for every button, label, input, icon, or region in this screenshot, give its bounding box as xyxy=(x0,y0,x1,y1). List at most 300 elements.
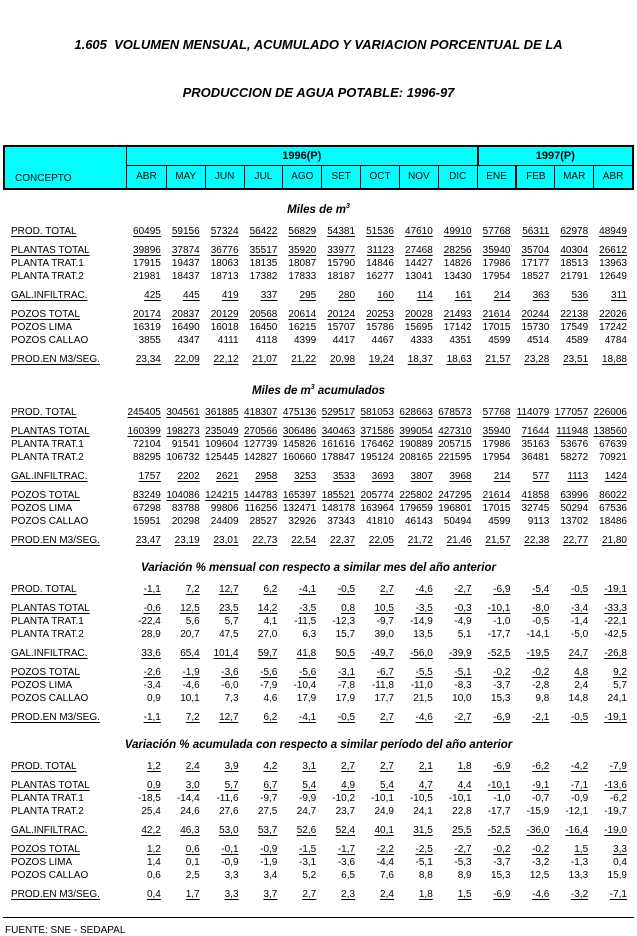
cell-FEB-10: 114079 xyxy=(516,406,550,418)
cell-JUL-3: 2958 xyxy=(255,470,278,482)
section-2 xyxy=(3,562,634,724)
cell-DIC-8: 22,8 xyxy=(452,805,472,817)
cell-JUN-2: -3,6 xyxy=(221,666,239,678)
cell-DIC-8: 13430 xyxy=(443,270,472,282)
row-label: POZOS CALLAO xyxy=(11,869,89,881)
cell-JUL-3: 270566 xyxy=(244,425,278,437)
table-row xyxy=(3,843,634,856)
cell-ABR-0: 160399 xyxy=(127,425,161,437)
cell-MAY-1: 22,09 xyxy=(174,353,200,365)
row-label: PLANTA TRAT.2 xyxy=(11,270,84,282)
cell-OCT-6: 4467 xyxy=(371,334,394,346)
cell-OCT-6: -9,7 xyxy=(376,615,394,627)
cell-NOV-7: 18,37 xyxy=(407,353,433,365)
cell-JUN-2: 235049 xyxy=(205,425,239,437)
cell-FEB-10: -9,1 xyxy=(532,779,550,791)
cell-ABR-0: -1,1 xyxy=(143,711,161,723)
cell-ABR-12: -42,5 xyxy=(604,628,627,640)
table-row xyxy=(3,534,634,547)
cell-ABR-0: 23,47 xyxy=(135,534,161,546)
cell-JUN-2: 57324 xyxy=(210,225,239,237)
cell-ABR-0: 17915 xyxy=(133,257,161,269)
month-header-0: ABR xyxy=(136,171,157,182)
cell-MAY-1: 46,3 xyxy=(180,824,200,836)
cell-MAR-11: 53676 xyxy=(560,438,589,450)
cell-FEB-10: 22,38 xyxy=(524,534,550,546)
cell-ENE-9: 21614 xyxy=(482,308,511,320)
cell-ENE-9: 21,57 xyxy=(485,534,511,546)
cell-ABR-12: 17242 xyxy=(599,321,627,333)
cell-MAR-11: -0,5 xyxy=(570,583,589,595)
cell-OCT-6: -10,1 xyxy=(371,792,394,804)
cell-ABR-0: -3,4 xyxy=(143,679,161,691)
cell-ABR-12: -26,8 xyxy=(604,647,627,659)
cell-DIC-8: 25,5 xyxy=(452,824,472,836)
cell-SET-5: 161616 xyxy=(321,438,356,450)
cell-DIC-8: -39,9 xyxy=(448,647,472,659)
cell-ENE-9: -0,2 xyxy=(493,843,511,855)
cell-MAR-11: -4,2 xyxy=(570,760,589,772)
cell-ABR-12: -19,7 xyxy=(604,805,627,817)
cell-AGO-4: -9,9 xyxy=(298,792,317,804)
table-row xyxy=(3,225,634,238)
cell-AGO-4: 4399 xyxy=(293,334,317,346)
cell-DIC-8: 49910 xyxy=(443,225,472,237)
cell-NOV-7: -2,5 xyxy=(415,843,433,855)
cell-DIC-8: 14826 xyxy=(443,257,472,269)
cell-DIC-8: -2,7 xyxy=(454,583,472,595)
cell-DIC-8: 21,46 xyxy=(446,534,472,546)
cell-MAR-11: 1,5 xyxy=(574,843,589,855)
cell-NOV-7: 13,5 xyxy=(413,628,433,640)
cell-ENE-9: -6,9 xyxy=(493,888,511,900)
cell-JUL-3: 6,7 xyxy=(263,779,278,791)
cell-DIC-8: -5,1 xyxy=(454,666,472,678)
cell-JUL-3: 20568 xyxy=(249,308,278,320)
cell-ENE-9: -17,7 xyxy=(487,628,511,640)
cell-MAY-1: 19437 xyxy=(171,257,200,269)
section-title: Miles de $m^3$ xyxy=(287,203,350,216)
cell-JUN-2: 99806 xyxy=(210,502,239,514)
cell-JUL-3: 127739 xyxy=(244,438,278,450)
cell-ABR-0: 88295 xyxy=(133,451,161,463)
row-label: POZOS TOTAL xyxy=(11,489,80,501)
cell-JUL-3: -5,6 xyxy=(260,666,278,678)
cell-JUN-2: 23,5 xyxy=(219,602,239,614)
cell-JUN-2: 5,7 xyxy=(224,615,239,627)
table-row xyxy=(3,628,634,641)
cell-JUN-2: 5,7 xyxy=(224,779,239,791)
cell-JUL-3: 3,4 xyxy=(263,869,278,881)
cell-MAR-11: 13702 xyxy=(560,515,589,527)
cell-SET-5: 33977 xyxy=(327,244,356,256)
cell-JUN-2: 3,3 xyxy=(224,888,239,900)
cell-ENE-9: -0,2 xyxy=(493,666,511,678)
row-label: POZOS TOTAL xyxy=(11,308,80,320)
cell-FEB-10: 56311 xyxy=(522,225,550,237)
year-group-1997-header: 1997(P) xyxy=(477,147,632,166)
cell-OCT-6: 2,4 xyxy=(380,888,394,900)
cell-FEB-10: -6,2 xyxy=(532,760,550,772)
footer-rule xyxy=(3,917,634,918)
cell-FEB-10: -0,5 xyxy=(532,615,550,627)
cell-SET-5: -12,3 xyxy=(332,615,356,627)
cell-MAR-11: -16,4 xyxy=(565,824,589,836)
section-title: Variación % acumulada con respecto a similar período del año anterior xyxy=(124,738,513,751)
cell-DIC-8: 5,1 xyxy=(457,628,472,640)
cell-ABR-0: -18,5 xyxy=(138,792,161,804)
cell-JUL-3: 21,07 xyxy=(252,353,278,365)
table-row xyxy=(3,679,634,692)
cell-FEB-10: 4514 xyxy=(527,334,550,346)
cell-MAY-1: -14,4 xyxy=(176,792,200,804)
cell-AGO-4: 3,1 xyxy=(302,760,317,772)
cell-MAR-11: 40304 xyxy=(560,244,589,256)
cell-SET-5: 18187 xyxy=(327,270,356,282)
cell-OCT-6: 19,24 xyxy=(368,353,394,365)
table-row xyxy=(3,289,634,302)
cell-AGO-4: 17,9 xyxy=(296,692,317,704)
cell-ABR-12: 86022 xyxy=(599,489,627,501)
cell-DIC-8: -10,1 xyxy=(448,792,472,804)
cell-JUN-2: 419 xyxy=(221,289,239,301)
cell-ABR-12: 67639 xyxy=(599,438,627,450)
cell-ABR-0: 245405 xyxy=(127,406,161,418)
cell-ABR-0: -0,6 xyxy=(143,602,161,614)
cell-FEB-10: -4,6 xyxy=(532,888,550,900)
cell-FEB-10: 35163 xyxy=(521,438,550,450)
table-row xyxy=(3,888,634,901)
row-label: POZOS TOTAL xyxy=(11,843,80,855)
cell-JUL-3: -1,9 xyxy=(260,856,278,868)
row-label: POZOS LIMA xyxy=(11,856,73,868)
month-header-6: OCT xyxy=(360,166,399,188)
cell-MAR-11: 22138 xyxy=(560,308,589,320)
month-header-7: NOV xyxy=(399,166,438,188)
row-label: PLANTA TRAT.1 xyxy=(11,438,84,450)
cell-ENE-9: 17986 xyxy=(482,438,511,450)
cell-NOV-7: 225802 xyxy=(399,489,433,501)
cell-MAY-1: 20298 xyxy=(171,515,200,527)
row-label: PLANTA TRAT.2 xyxy=(11,451,84,463)
cell-ABR-0: 0,9 xyxy=(146,779,161,791)
cell-ABR-12: 226006 xyxy=(593,406,627,418)
cell-MAR-11: -3,4 xyxy=(570,602,589,614)
cell-ENE-9: 4599 xyxy=(488,334,511,346)
cell-MAY-1: 20837 xyxy=(171,308,200,320)
cell-JUN-2: 18713 xyxy=(210,270,239,282)
table-row xyxy=(3,270,634,283)
cell-ABR-12: 5,7 xyxy=(613,679,627,691)
cell-JUN-2: -0,9 xyxy=(221,856,239,868)
cell-ABR-0: -22,4 xyxy=(138,615,161,627)
cell-SET-5: 2,3 xyxy=(341,888,356,900)
cell-MAY-1: 24,6 xyxy=(180,805,200,817)
cell-MAR-11: -7,1 xyxy=(570,779,589,791)
cell-OCT-6: -49,7 xyxy=(371,647,394,659)
cell-NOV-7: -14,9 xyxy=(409,615,433,627)
cell-AGO-4: -1,5 xyxy=(298,843,317,855)
section-3 xyxy=(3,739,634,901)
cell-ENE-9: -3,7 xyxy=(493,679,511,691)
cell-OCT-6: 39,0 xyxy=(374,628,394,640)
cell-ABR-0: 60495 xyxy=(133,225,161,237)
month-header-2: JUN xyxy=(205,166,244,188)
cell-JUL-3: 16450 xyxy=(249,321,278,333)
cell-MAY-1: 0,6 xyxy=(185,843,200,855)
cell-JUN-2: 125445 xyxy=(205,451,239,463)
cell-MAY-1: 4347 xyxy=(177,334,200,346)
table-row xyxy=(3,615,634,628)
cell-MAR-11: 50294 xyxy=(560,502,589,514)
cell-ABR-12: 15,9 xyxy=(607,869,627,881)
row-label: PROD. TOTAL xyxy=(11,760,77,772)
table-row xyxy=(3,244,634,257)
cell-ABR-0: 0,9 xyxy=(146,692,161,704)
month-header-11: MAR xyxy=(554,166,593,188)
cell-AGO-4: -4,1 xyxy=(298,583,317,595)
report-title-line2: PRODUCCION DE AGUA POTABLE: 1996-97 xyxy=(182,85,455,100)
cell-FEB-10: 9,8 xyxy=(535,692,550,704)
cell-OCT-6: 17,7 xyxy=(374,692,394,704)
cell-ENE-9: -52,5 xyxy=(487,647,511,659)
cell-AGO-4: 6,3 xyxy=(302,628,317,640)
cell-MAY-1: 106732 xyxy=(166,451,200,463)
cell-AGO-4: 132471 xyxy=(282,502,317,514)
cell-SET-5: 4,9 xyxy=(341,779,356,791)
row-label: GAL.INFILTRAC. xyxy=(11,647,88,659)
row-label: PLANTA TRAT.2 xyxy=(11,805,84,817)
cell-OCT-6: 2,7 xyxy=(380,760,394,772)
row-label: POZOS CALLAO xyxy=(11,515,89,527)
cell-NOV-7: 24,1 xyxy=(413,805,433,817)
cell-SET-5: 15790 xyxy=(327,257,356,269)
cell-ENE-9: -6,9 xyxy=(493,760,511,772)
cell-SET-5: 148178 xyxy=(321,502,356,514)
cell-JUL-3: 27,5 xyxy=(257,805,278,817)
cell-AGO-4: 56829 xyxy=(288,225,317,237)
cell-NOV-7: -10,5 xyxy=(409,792,433,804)
cell-DIC-8: -8,3 xyxy=(454,679,472,691)
cell-JUN-2: 101,4 xyxy=(213,647,239,659)
cell-NOV-7: 399054 xyxy=(399,425,433,437)
cell-MAY-1: 104086 xyxy=(166,489,200,501)
cell-AGO-4: 145826 xyxy=(282,438,317,450)
cell-MAR-11: 2,4 xyxy=(574,679,589,691)
cell-DIC-8: -5,3 xyxy=(454,856,472,868)
cell-ENE-9: 21,57 xyxy=(485,353,511,365)
cell-MAR-11: 24,7 xyxy=(568,647,589,659)
cell-DIC-8: 17142 xyxy=(443,321,472,333)
cell-MAY-1: 23,19 xyxy=(174,534,200,546)
cell-MAY-1: 2,5 xyxy=(185,869,200,881)
cell-ABR-0: 42,2 xyxy=(141,824,161,836)
cell-DIC-8: -2,7 xyxy=(454,711,472,723)
cell-ENE-9: 17954 xyxy=(482,270,511,282)
cell-JUN-2: 27,6 xyxy=(219,805,239,817)
cell-MAY-1: 198273 xyxy=(166,425,200,437)
cell-NOV-7: 114 xyxy=(416,289,433,301)
cell-AGO-4: 16215 xyxy=(288,321,317,333)
cell-OCT-6: 5,4 xyxy=(380,779,394,791)
cell-ABR-12: -22,1 xyxy=(604,615,627,627)
cell-ABR-12: 67536 xyxy=(599,502,627,514)
cell-JUL-3: -7,9 xyxy=(260,679,278,691)
cell-FEB-10: -3,2 xyxy=(532,856,550,868)
section-title: Variación % mensual con respecto a similar mes del año anterior xyxy=(141,561,496,574)
cell-NOV-7: 3807 xyxy=(410,470,433,482)
cell-MAR-11: 536 xyxy=(571,289,589,301)
cell-ABR-0: 67298 xyxy=(133,502,161,514)
cell-ABR-12: 12649 xyxy=(599,270,627,282)
table-row xyxy=(3,451,634,464)
cell-JUN-2: 16018 xyxy=(210,321,239,333)
cell-MAR-11: 18513 xyxy=(560,257,589,269)
cell-ABR-0: -1,1 xyxy=(143,583,161,595)
cell-ABR-0: 3855 xyxy=(138,334,161,346)
cell-ABR-12: 18486 xyxy=(599,515,627,527)
table-row xyxy=(3,792,634,805)
section-0 xyxy=(3,200,634,366)
cell-FEB-10: -2,8 xyxy=(532,679,550,691)
cell-ABR-0: 0,4 xyxy=(146,888,161,900)
cell-OCT-6: 160 xyxy=(377,289,394,301)
table-row xyxy=(3,353,634,366)
cell-OCT-6: 14846 xyxy=(366,257,394,269)
cell-SET-5: 4417 xyxy=(332,334,356,346)
cell-ABR-12: -6,2 xyxy=(609,792,627,804)
cell-MAY-1: 3,0 xyxy=(185,779,200,791)
cell-FEB-10: 32745 xyxy=(521,502,550,514)
cell-DIC-8: 427310 xyxy=(438,425,472,437)
cell-SET-5: -1,7 xyxy=(337,843,356,855)
cell-MAY-1: 12,5 xyxy=(180,602,200,614)
cell-DIC-8: 4,4 xyxy=(457,779,472,791)
cell-ENE-9: 35940 xyxy=(482,244,511,256)
cell-MAR-11: 23,51 xyxy=(563,353,589,365)
row-label: PROD.EN M3/SEG. xyxy=(11,888,100,900)
table-row xyxy=(3,334,634,347)
cell-DIC-8: -2,7 xyxy=(454,843,472,855)
cell-SET-5: 22,37 xyxy=(330,534,356,546)
row-label: GAL.INFILTRAC. xyxy=(11,289,88,301)
cell-NOV-7: 208165 xyxy=(399,451,433,463)
cell-ENE-9: 17015 xyxy=(482,502,511,514)
row-label: PLANTAS TOTAL xyxy=(11,425,90,437)
cell-OCT-6: -11,8 xyxy=(371,679,394,691)
row-label: PROD. TOTAL xyxy=(11,406,77,418)
cell-ABR-0: 23,34 xyxy=(135,353,161,365)
cell-ENE-9: -10,1 xyxy=(487,602,511,614)
cell-JUN-2: 4111 xyxy=(217,334,239,346)
cell-NOV-7: 21,72 xyxy=(407,534,433,546)
cell-DIC-8: 21493 xyxy=(443,308,472,320)
cell-ABR-0: 1,2 xyxy=(146,760,161,772)
cell-NOV-7: 8,8 xyxy=(418,869,433,881)
cell-JUL-3: 27,0 xyxy=(257,628,278,640)
cell-SET-5: 340463 xyxy=(321,425,356,437)
cell-SET-5: 54381 xyxy=(327,225,356,237)
row-label: PLANTAS TOTAL xyxy=(11,602,90,614)
cell-MAY-1: 20,7 xyxy=(180,628,200,640)
cell-ABR-0: 83249 xyxy=(133,489,161,501)
cell-JUL-3: 418307 xyxy=(244,406,278,418)
cell-MAY-1: 5,6 xyxy=(185,615,200,627)
cell-JUL-3: 22,73 xyxy=(252,534,278,546)
table-body xyxy=(3,200,634,901)
cell-FEB-10: -0,2 xyxy=(532,843,550,855)
cell-SET-5: 37343 xyxy=(327,515,356,527)
cell-SET-5: 185521 xyxy=(321,489,356,501)
cell-JUL-3: 53,7 xyxy=(257,824,278,836)
cell-OCT-6: 176462 xyxy=(360,438,394,450)
cell-FEB-10: -5,4 xyxy=(532,583,550,595)
cell-JUL-3: 4,6 xyxy=(263,692,278,704)
cell-JUL-3: 144783 xyxy=(244,489,278,501)
table-row xyxy=(3,856,634,869)
cell-NOV-7: 628663 xyxy=(399,406,433,418)
cell-MAR-11: -0,9 xyxy=(570,792,589,804)
cell-DIC-8: 221595 xyxy=(438,451,472,463)
cell-JUN-2: 361885 xyxy=(205,406,239,418)
cell-MAY-1: 16490 xyxy=(171,321,200,333)
cell-DIC-8: 28256 xyxy=(443,244,472,256)
cell-ENE-9: -6,9 xyxy=(493,583,511,595)
cell-ENE-9: -17,7 xyxy=(487,805,511,817)
table-row xyxy=(3,489,634,502)
cell-ENE-9: 15,3 xyxy=(490,869,511,881)
cell-ABR-12: 22026 xyxy=(599,308,627,320)
cell-MAY-1: 7,2 xyxy=(185,711,200,723)
report-title-line1: 1.605 VOLUMEN MENSUAL, ACUMULADO Y VARIACION PORCENTUAL DE LA xyxy=(74,37,563,52)
cell-JUL-3: 35517 xyxy=(249,244,278,256)
cell-JUN-2: 12,7 xyxy=(219,711,239,723)
cell-AGO-4: 306486 xyxy=(282,425,317,437)
cell-MAR-11: 22,77 xyxy=(563,534,589,546)
cell-ABR-12: 138560 xyxy=(593,425,627,437)
cell-MAR-11: 13,3 xyxy=(568,869,589,881)
month-header-4: AGO xyxy=(282,166,321,188)
cell-OCT-6: 41810 xyxy=(366,515,394,527)
cell-AGO-4: 295 xyxy=(299,289,317,301)
cell-NOV-7: 4,7 xyxy=(418,779,433,791)
cell-MAY-1: 2202 xyxy=(177,470,200,482)
cell-AGO-4: 41,8 xyxy=(296,647,317,659)
cell-OCT-6: 15786 xyxy=(366,321,394,333)
cell-NOV-7: 46143 xyxy=(404,515,433,527)
cell-ABR-0: 20174 xyxy=(133,308,161,320)
cell-ENE-9: 214 xyxy=(493,470,511,482)
cell-DIC-8: 196801 xyxy=(438,502,472,514)
cell-JUL-3: -0,9 xyxy=(260,843,278,855)
cell-ABR-12: -33,3 xyxy=(604,602,627,614)
cell-SET-5: 178847 xyxy=(321,451,356,463)
table-row xyxy=(3,602,634,615)
cell-JUN-2: 2621 xyxy=(216,470,239,482)
cell-SET-5: -0,5 xyxy=(337,583,356,595)
cell-FEB-10: 577 xyxy=(532,470,550,482)
table-row xyxy=(3,257,634,270)
table-row xyxy=(3,502,634,515)
row-label: PROD. TOTAL xyxy=(11,225,77,237)
cell-NOV-7: -5,1 xyxy=(415,856,433,868)
cell-FEB-10: -36,0 xyxy=(526,824,550,836)
cell-JUN-2: 109604 xyxy=(205,438,239,450)
cell-MAR-11: 4,8 xyxy=(574,666,589,678)
cell-ABR-12: -13,6 xyxy=(604,779,627,791)
cell-ABR-0: 72104 xyxy=(133,438,161,450)
cell-OCT-6: 205774 xyxy=(360,489,394,501)
